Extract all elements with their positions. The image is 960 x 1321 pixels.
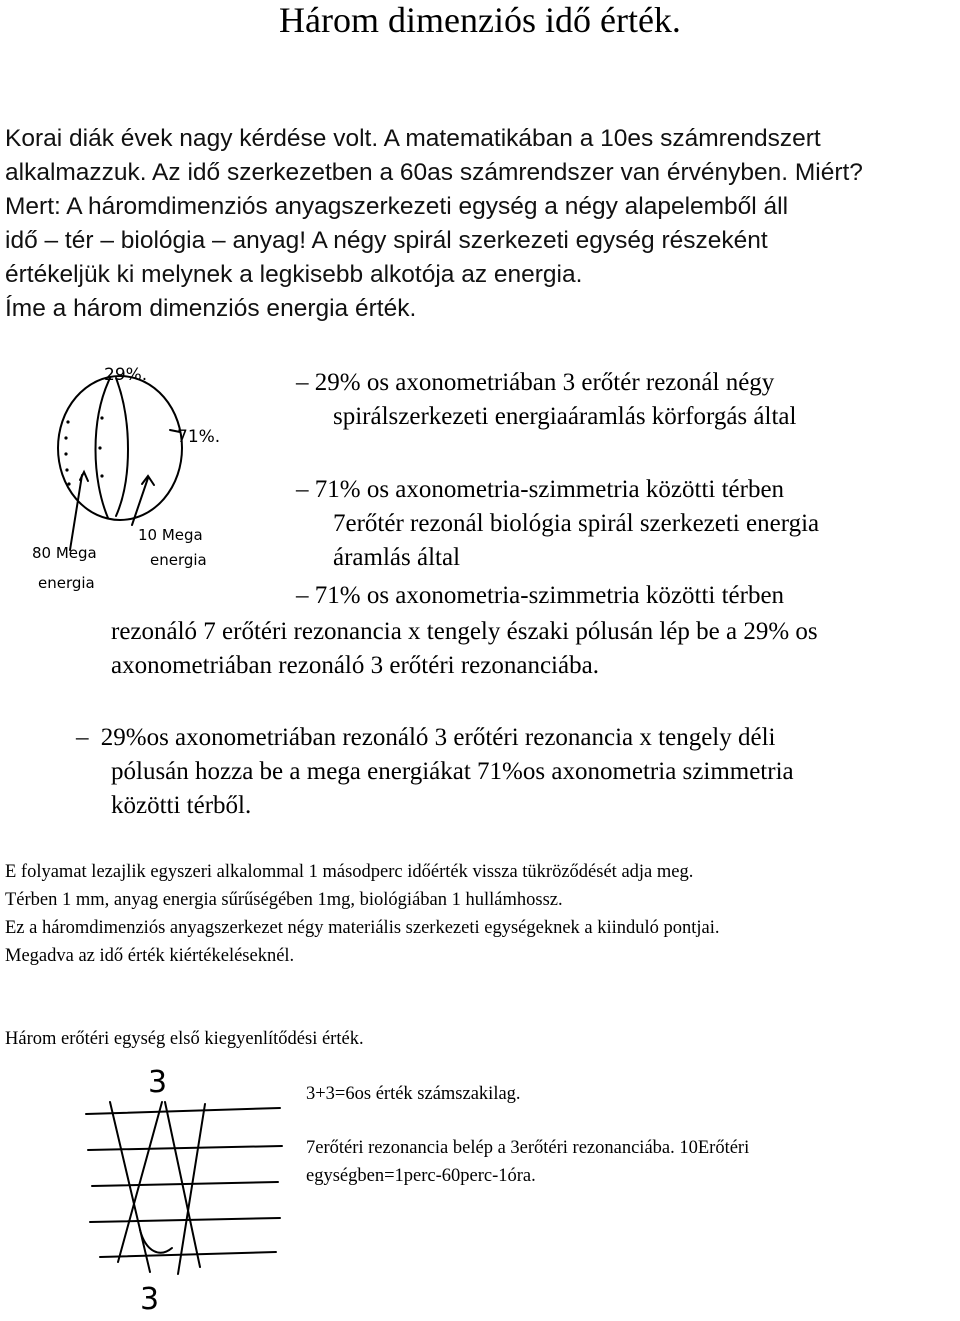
sphere-outline	[58, 376, 182, 520]
right-text-line: 7erőtéri rezonancia belép a 3erőtéri rezonanciába. 10Erőtéri	[306, 1138, 750, 1158]
label-3-bottom: 3	[140, 1282, 160, 1317]
intro-paragraph	[5, 122, 955, 326]
bullet-1-cont: spirálszerkezeti energiaáramlás körforgás által	[333, 403, 797, 430]
note-line: Ez a háromdimenziós anyagszerkezet négy materiális szerkezeti egységeknek a kiinduló pontjai.	[5, 918, 720, 938]
bullet-text: 29%os axonometriában rezonáló 3 erőtéri rezonancia x tengely déli	[100, 724, 776, 751]
bullet-1	[296, 366, 774, 400]
bullet-3-cont: axonometriában rezonáló 3 erőtéri rezonanciába.	[111, 652, 599, 679]
horizontal-line	[88, 1146, 282, 1150]
right-text-line: 3+3=6os érték számszakilag.	[306, 1084, 521, 1104]
circle-sketch-diagram	[20, 360, 270, 610]
label-29-percent: 29%.	[104, 365, 148, 385]
right-text-line: egységben=1perc-60perc-1óra.	[306, 1166, 536, 1186]
label-10-mega: 10 Mega	[138, 526, 203, 544]
bullet-4	[76, 721, 775, 755]
bullet-text: 29% os axonometriában 3 erőtér rezonál négy	[314, 369, 775, 396]
label-71-percent: 71%.	[177, 427, 221, 447]
label-80-mega: 80 Mega	[32, 544, 97, 562]
intro-line: alkalmazzuk. Az idő szerkezetben a 60as számrendszer van érvényben. Miért?	[5, 159, 863, 186]
intro-line: Mert: A háromdimenziós anyagszerkezeti egység a négy alapelemből áll	[5, 193, 789, 220]
bullet-2-cont: 7erőtér rezonál biológia spirál szerkezeti energia	[333, 510, 820, 537]
note-line: Térben 1 mm, anyag energia sűrűségében 1mg, biológiában 1 hullámhossz.	[5, 890, 563, 910]
bullet-text: 71% os axonometria-szimmetria közötti térben	[314, 476, 785, 503]
bullet-4-cont: pólusán hozza be a mega energiákat 71%os axonometria szimmetria	[111, 758, 794, 785]
intro-line: Korai diák évek nagy kérdése volt. A matematikában a 10es számrendszert	[5, 125, 821, 152]
label-3-top: 3	[148, 1065, 168, 1100]
intro-line: Íme a három dimenziós energia érték.	[5, 295, 417, 322]
funnel-left-line	[110, 1102, 150, 1272]
cross-line	[118, 1102, 162, 1262]
dash-marker: –	[296, 582, 309, 609]
bullet-3	[296, 579, 784, 613]
bullet-4-cont: közötti térből.	[111, 792, 252, 819]
intro-line: idő – tér – biológia – anyag! A négy spirál szerkezeti egység részeként	[5, 227, 768, 254]
horizontal-line	[90, 1218, 280, 1222]
bullet-2-cont: áramlás által	[333, 544, 461, 571]
funnel-right-line	[178, 1104, 205, 1274]
arrow-80-mega-line	[70, 475, 82, 550]
horizontal-line	[100, 1252, 276, 1257]
arrow-10-mega-line	[132, 478, 148, 525]
note-line: Megadva az idő érték kiértékeléseknél.	[5, 946, 295, 966]
section-2-title: Három erőtéri egység első kiegyenlítődési érték.	[5, 1029, 364, 1049]
horizontal-line	[92, 1182, 278, 1186]
note-line: E folyamat lezajlik egyszeri alkalommal 1 másodperc időérték vissza tükröződését adja meg.	[5, 862, 694, 882]
dash-marker: –	[296, 476, 309, 503]
dash-marker: –	[296, 369, 309, 396]
spiral-left-stroke	[96, 378, 111, 518]
label-80-energia: energia	[38, 574, 95, 592]
label-10-energia: energia	[150, 551, 207, 569]
bullet-3-cont: rezonáló 7 erőtéri rezonancia x tengely északi pólusán lép be a 29% os	[111, 618, 818, 645]
horizontal-line	[86, 1108, 280, 1114]
intro-line: értékeljük ki melynek a legkisebb alkotója az energia.	[5, 261, 583, 288]
bullet-text: 71% os axonometria-szimmetria közötti térben	[314, 582, 785, 609]
arrow-80-mega-head	[80, 472, 88, 481]
spiral-right-stroke	[116, 378, 128, 516]
page-title: Három dimenziós idő érték.	[279, 0, 681, 40]
vortex-sketch-diagram	[80, 1062, 290, 1321]
bullet-2	[296, 473, 784, 507]
dash-marker: –	[76, 724, 89, 751]
